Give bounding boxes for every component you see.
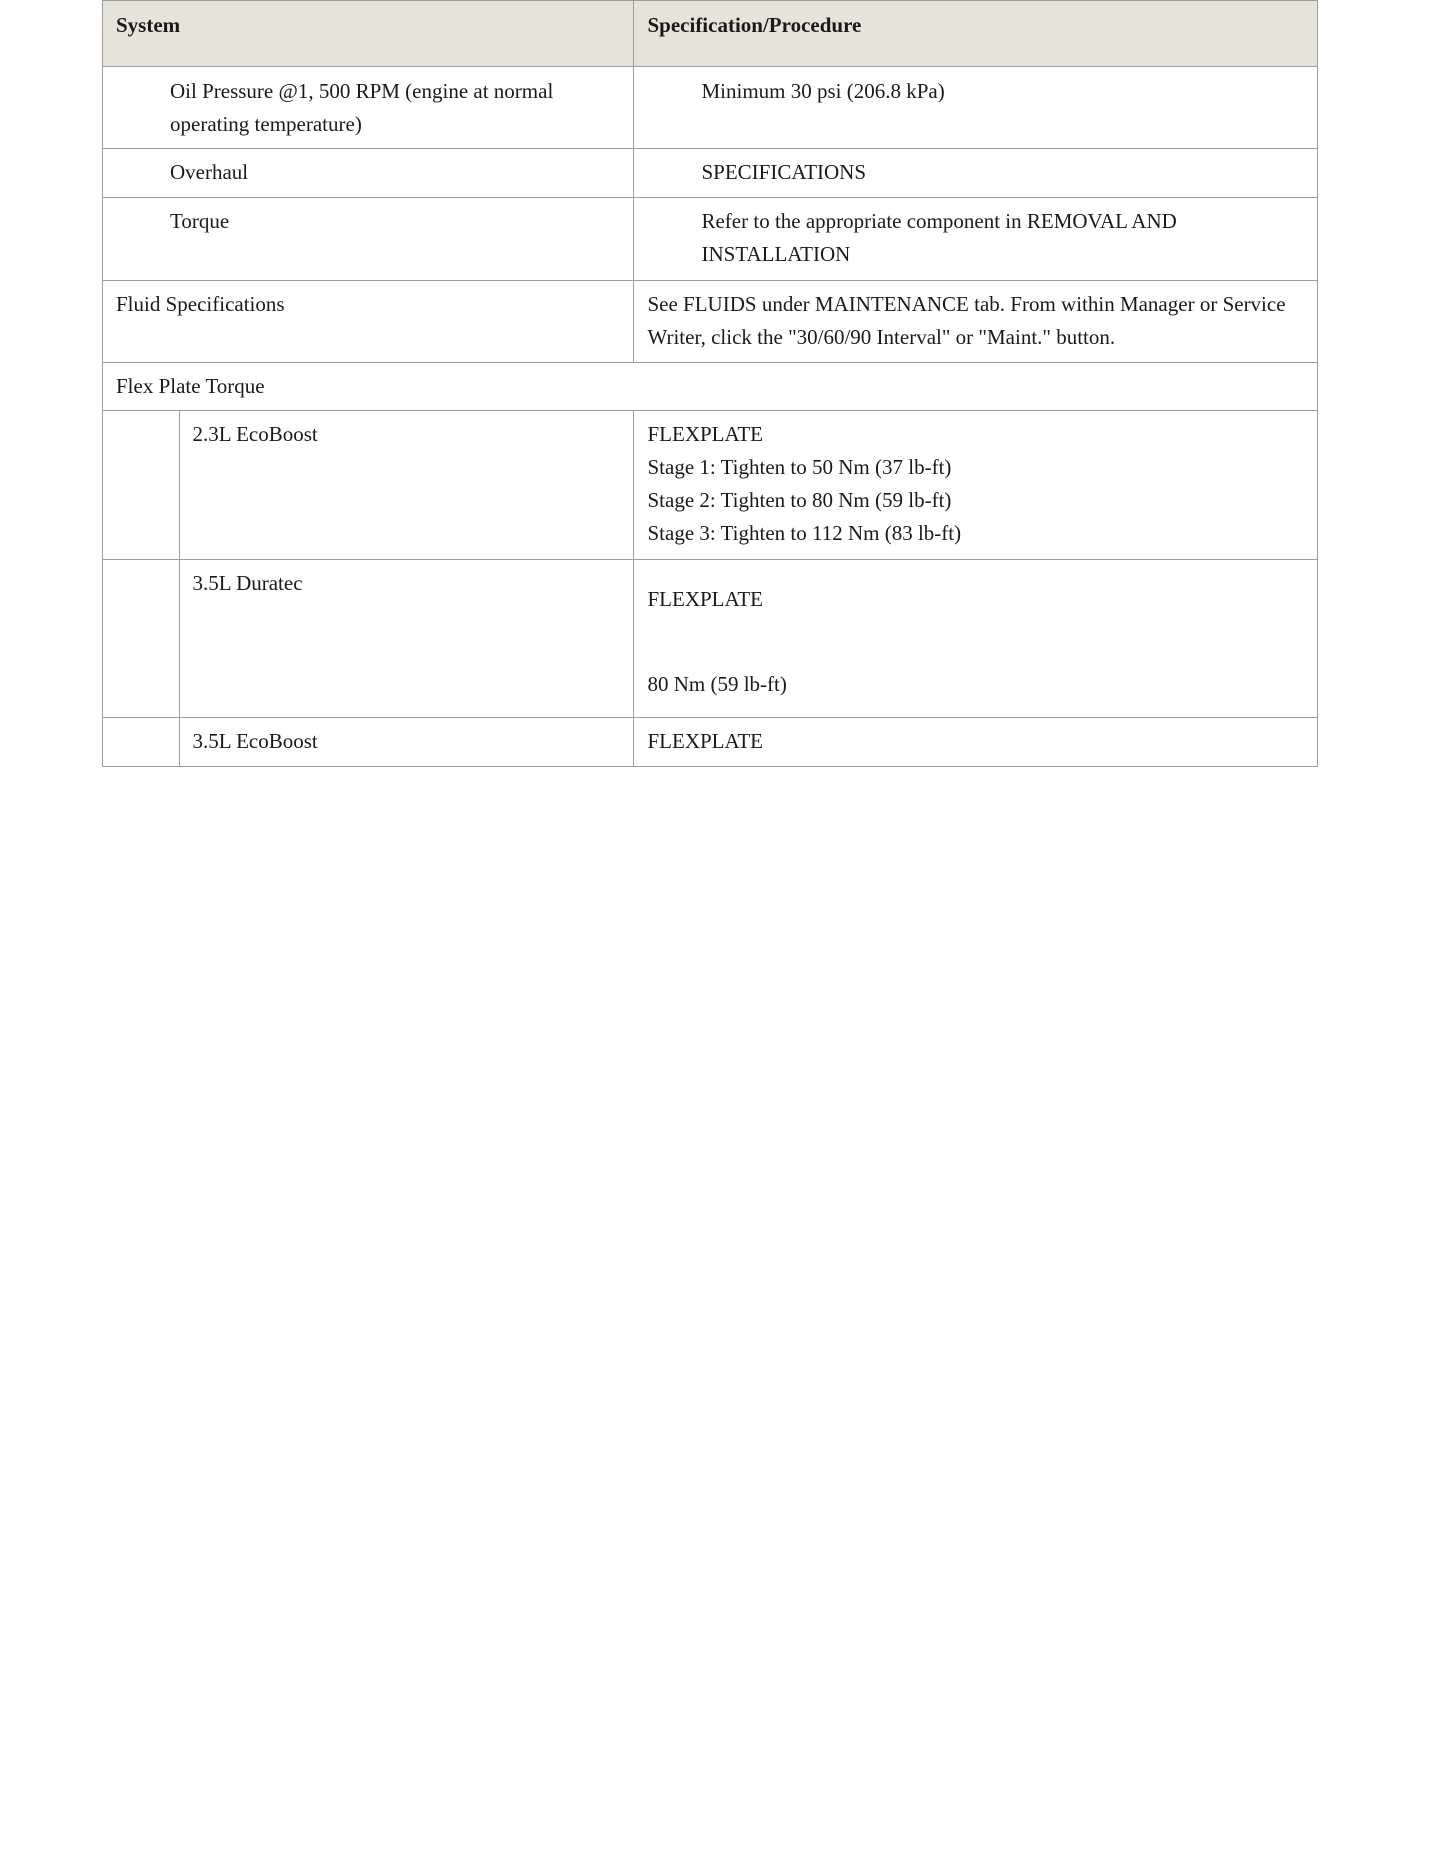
system-fluid-specifications: Fluid Specifications	[116, 292, 285, 316]
engine-cell	[179, 718, 634, 767]
spec-line: Stage 1: Tighten to 50 Nm (37 lb-ft)	[647, 455, 952, 479]
section-flex-plate-torque: Flex Plate Torque	[116, 374, 265, 398]
engine-2-3l-ecoboost: 2.3L EcoBoost	[192, 422, 318, 446]
specification-table	[102, 0, 1318, 767]
spec-oil-pressure: Minimum 30 psi (206.8 kPa)	[701, 79, 945, 103]
spec-cell	[634, 718, 1318, 767]
engine-cell	[179, 411, 634, 560]
system-torque: Torque	[170, 209, 230, 233]
spec-line: FLEXPLATE	[647, 587, 763, 611]
spec-cell	[634, 411, 1318, 560]
header-specification: Specification/Procedure	[634, 1, 1318, 67]
header-system: System	[103, 1, 634, 67]
spec-torque: Refer to the appropriate component in REMOVAL AND INSTALLATION	[701, 209, 1177, 266]
system-oil-pressure: Oil Pressure @1, 500 RPM (engine at normal operating temperature)	[170, 79, 554, 136]
indent-cell	[103, 718, 180, 767]
engine-3-5l-ecoboost: 3.5L EcoBoost	[192, 729, 318, 753]
spec-3-5l-ecoboost: FLEXPLATE	[647, 729, 763, 753]
system-overhaul: Overhaul	[170, 160, 249, 184]
spec-fluid-specifications: See FLUIDS under MAINTENANCE tab. From within Manager or Service Writer, click the "30/60/90 Interval" or "Maint." button.	[647, 292, 1286, 349]
spec-3-5l-duratec	[647, 560, 1304, 701]
spec-overhaul: SPECIFICATIONS	[701, 160, 867, 184]
table-row-fluid-specifications	[103, 281, 1318, 363]
spec-line: Stage 2: Tighten to 80 Nm (59 lb-ft)	[647, 488, 952, 512]
table-row-2-3l-ecoboost	[103, 411, 1318, 560]
system-cell	[103, 198, 634, 281]
spec-line: FLEXPLATE	[647, 422, 763, 446]
system-cell	[103, 149, 634, 198]
indent-cell	[103, 411, 180, 560]
system-cell	[103, 67, 634, 149]
spacer	[647, 616, 1304, 668]
table-row-torque	[103, 198, 1318, 281]
spec-cell	[634, 198, 1318, 281]
spec-cell	[634, 281, 1318, 363]
spec-line: 80 Nm (59 lb-ft)	[647, 672, 787, 696]
spec-cell	[634, 67, 1318, 149]
table-row-3-5l-duratec	[103, 560, 1318, 718]
section-cell	[103, 363, 1318, 411]
spec-cell	[634, 560, 1318, 718]
spec-2-3l-ecoboost	[647, 411, 1304, 550]
table-header-row	[103, 1, 1318, 67]
engine-3-5l-duratec: 3.5L Duratec	[192, 571, 303, 595]
spec-line: Stage 3: Tighten to 112 Nm (83 lb-ft)	[647, 521, 962, 545]
table-row-3-5l-ecoboost	[103, 718, 1318, 767]
table-row-overhaul	[103, 149, 1318, 198]
indent-cell	[103, 560, 180, 718]
spec-cell	[634, 149, 1318, 198]
table-row-flex-plate-torque	[103, 363, 1318, 411]
engine-cell	[179, 560, 634, 718]
table-row-oil-pressure	[103, 67, 1318, 149]
system-cell	[103, 281, 634, 363]
